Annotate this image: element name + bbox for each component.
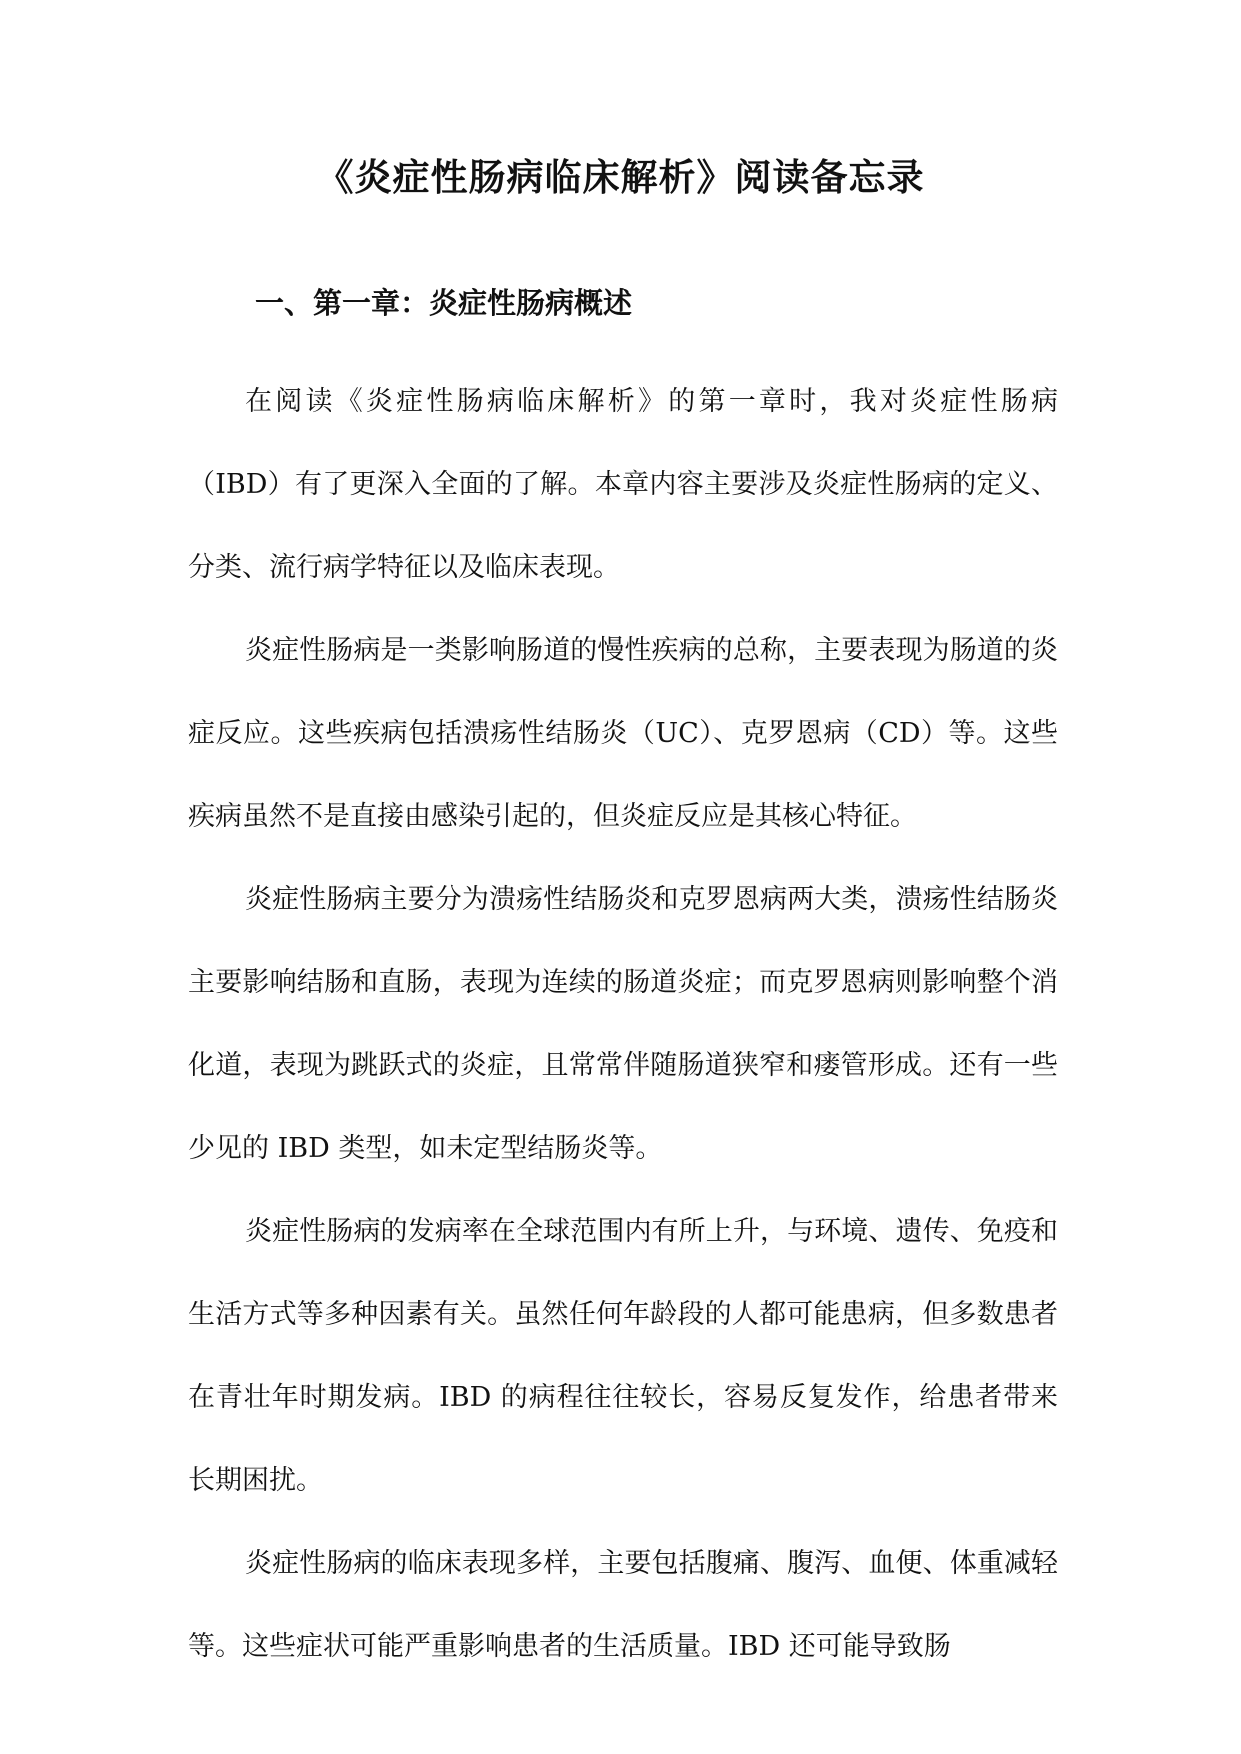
body-text — [188, 360, 1058, 1688]
paragraph: 在阅读《炎症性肠病临床解析》的第一章时，我对炎症性肠病（IBD）有了更深入全面的了解。本章内容主要涉及炎症性肠病的定义、分类、流行病学特征以及临床表现。 — [188, 386, 1058, 583]
section-heading: 一、第一章：炎症性肠病概述 — [255, 286, 633, 320]
paragraph: 炎症性肠病主要分为溃疡性结肠炎和克罗恩病两大类，溃疡性结肠炎主要影响结肠和直肠，表现为连续的肠道炎症；而克罗恩病则影响整个消化道，表现为跳跃式的炎症，且常常伴随肠道狭窄和瘘管形成。还有一些少见的 IBD 类型，如未定型结肠炎等。 — [188, 884, 1058, 1164]
document-title: 《炎症性肠病临床解析》阅读备忘录 — [316, 155, 925, 199]
paragraph: 炎症性肠病的临床表现多样，主要包括腹痛、腹泻、血便、体重减轻等。这些症状可能严重影响患者的生活质量。IBD 还可能导致肠 — [188, 1548, 1058, 1662]
paragraph: 炎症性肠病是一类影响肠道的慢性疾病的总称，主要表现为肠道的炎症反应。这些疾病包括溃疡性结肠炎（UC）、克罗恩病（CD）等。这些疾病虽然不是直接由感染引起的，但炎症反应是其核心特征。 — [188, 635, 1058, 832]
paragraph: 炎症性肠病的发病率在全球范围内有所上升，与环境、遗传、免疫和生活方式等多种因素有关。虽然任何年龄段的人都可能患病，但多数患者在青壮年时期发病。IBD 的病程往往较长，容易反复发作，给患者带来长期困扰。 — [188, 1216, 1058, 1496]
